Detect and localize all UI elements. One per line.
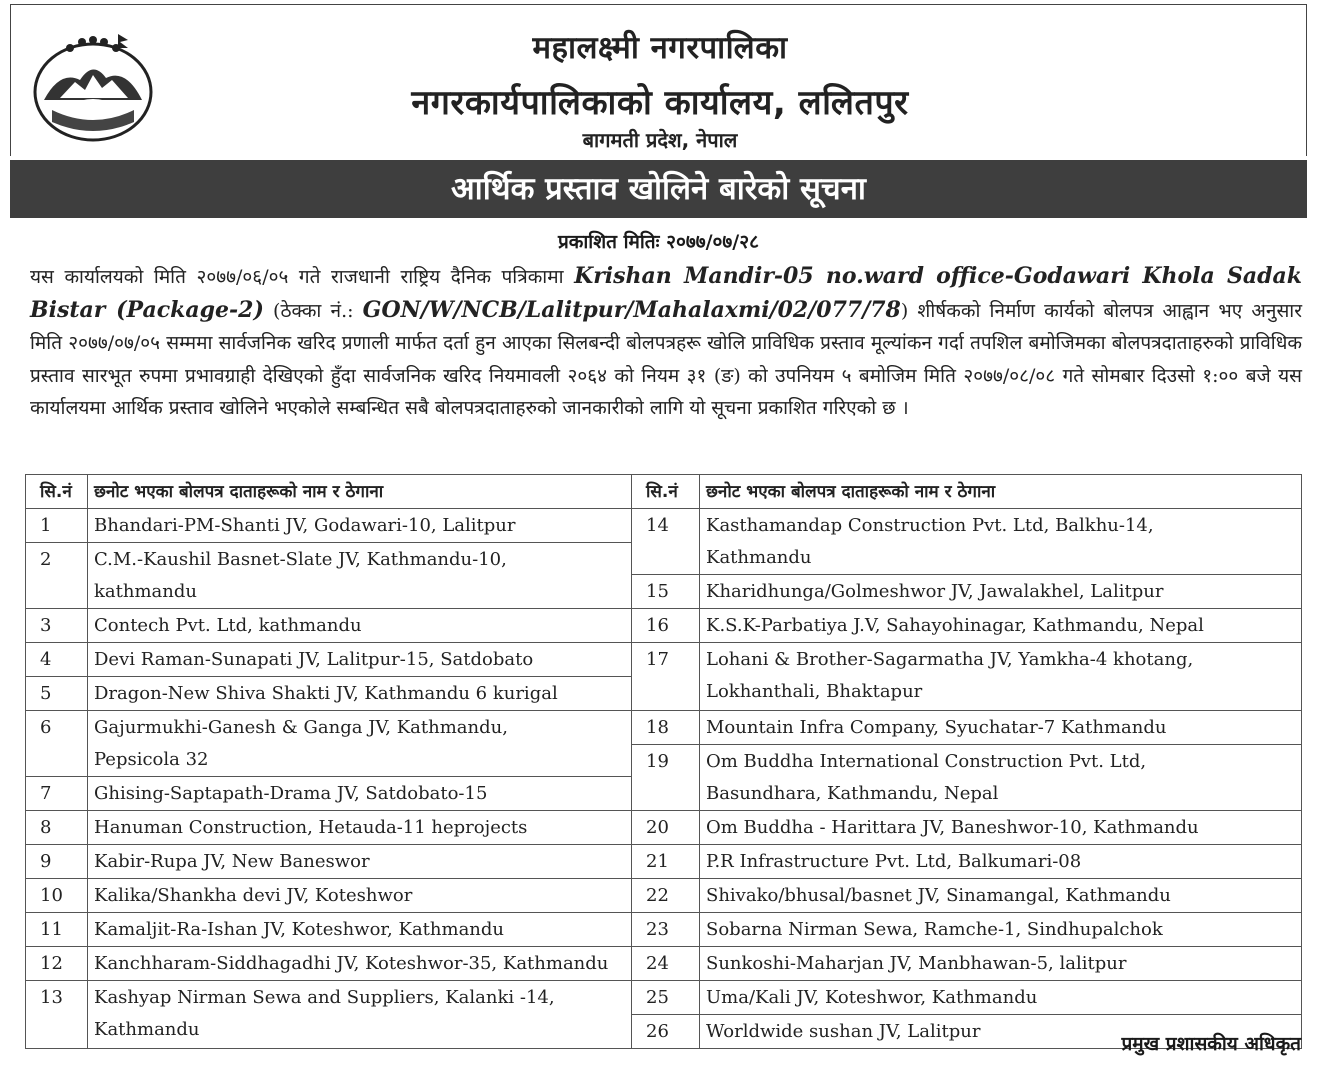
serial-number: 22 <box>632 879 700 913</box>
bidder-name-address <box>88 913 632 947</box>
notice-title: आर्थिक प्रस्ताव खोलिने बारेको सूचना <box>10 160 1307 218</box>
bidder-line: K.S.K-Parbatiya J.V, Sahayohinagar, Kathmandu, Nepal <box>706 615 1204 636</box>
bidder-name-address <box>700 609 1302 643</box>
bidder-name-address <box>700 509 1302 575</box>
serial-number: 10 <box>26 879 88 913</box>
serial-number: 16 <box>632 609 700 643</box>
bidder-line: Devi Raman-Sunapati JV, Lalitpur-15, Satdobato <box>94 649 534 670</box>
signatory-title: प्रमुख प्रशासकीय अधिकृत <box>1121 1033 1301 1055</box>
bidder-line: Kharidhunga/Golmeshwor JV, Jawalakhel, Lalitpur <box>706 581 1164 602</box>
bidder-table <box>25 474 1302 1049</box>
bidder-line: Shivako/bhusal/basnet JV, Sinamangal, Kathmandu <box>706 885 1171 906</box>
serial-number: 18 <box>632 711 700 745</box>
table-body <box>26 509 1302 1049</box>
table-row <box>26 981 1302 1015</box>
bidder-line: Sobarna Nirman Sewa, Ramche-1, Sindhupalchok <box>706 919 1163 940</box>
bidder-name-address <box>700 879 1302 913</box>
table-row <box>26 509 1302 543</box>
serial-number: 6 <box>26 711 88 777</box>
bidder-line: Mountain Infra Company, Syuchatar-7 Kathmandu <box>706 717 1167 738</box>
bidder-name-address <box>88 509 632 543</box>
serial-number: 19 <box>632 745 700 811</box>
bidder-line: Kathmandu <box>94 1019 200 1040</box>
table-row <box>26 913 1302 947</box>
header-sn: सि.नं <box>26 475 88 509</box>
bidder-name-address <box>700 575 1302 609</box>
bidder-name-address <box>88 777 632 811</box>
bidder-line: Kalika/Shankha devi JV, Koteshwor <box>94 885 413 906</box>
published-date: प्रकाशित मितिः २०७७/०७/२८ <box>557 231 760 253</box>
bidder-name-address <box>88 677 632 711</box>
serial-number: 25 <box>632 981 700 1015</box>
bidder-name-address <box>88 947 632 981</box>
bidder-line: Kamaljit-Ra-Ishan JV, Koteshwor, Kathmandu <box>94 919 505 940</box>
project-name: Krishan Mandir-05 no.ward office-Godawari Khola Sadak Bistar (Package-2) <box>30 263 1302 323</box>
bidder-line: Gajurmukhi-Ganesh & Ganga JV, Kathmandu, <box>94 717 508 738</box>
bidder-name-address <box>88 811 632 845</box>
bidder-name-address <box>88 879 632 913</box>
bidder-line: Basundhara, Kathmandu, Nepal <box>706 783 999 804</box>
serial-number: 7 <box>26 777 88 811</box>
bidder-line: Contech Pvt. Ltd, kathmandu <box>94 615 362 636</box>
table-row <box>26 609 1302 643</box>
table-row <box>26 811 1302 845</box>
serial-number: 15 <box>632 575 700 609</box>
serial-number: 9 <box>26 845 88 879</box>
nepal-emblem-icon <box>30 30 156 146</box>
bidder-line: Bhandari-PM-Shanti JV, Godawari-10, Lalitpur <box>94 515 516 536</box>
bidder-name-address <box>700 913 1302 947</box>
bidder-name-address <box>700 643 1302 711</box>
bidder-line: Lokhanthali, Bhaktapur <box>706 681 923 702</box>
bidder-line: C.M.-Kaushil Basnet-Slate JV, Kathmandu-10, <box>94 549 507 570</box>
serial-number: 21 <box>632 845 700 879</box>
bidder-line: Pepsicola 32 <box>94 749 209 770</box>
bidder-line: Kabir-Rupa JV, New Baneswor <box>94 851 370 872</box>
bidder-line: Lohani & Brother-Sagarmatha JV, Yamkha-4 khotang, <box>706 649 1194 670</box>
serial-number: 14 <box>632 509 700 575</box>
province-country: बागमती प्रदेश, नेपाल <box>582 128 738 152</box>
serial-number: 11 <box>26 913 88 947</box>
bidder-line: Kathmandu <box>706 547 812 568</box>
bidder-name-address <box>88 845 632 879</box>
serial-number: 1 <box>26 509 88 543</box>
bidder-line: Om Buddha - Harittara JV, Baneshwor-10, Kathmandu <box>706 817 1199 838</box>
table-row <box>26 947 1302 981</box>
bidder-line: Ghising-Saptapath-Drama JV, Satdobato-15 <box>94 783 488 804</box>
body-text-1: यस कार्यालयको मिति २०७७/०६/०५ गते राजधानी राष्ट्रिय दैनिक पत्रिकामा <box>30 266 575 288</box>
bidder-name-address <box>700 981 1302 1015</box>
serial-number: 24 <box>632 947 700 981</box>
serial-number: 3 <box>26 609 88 643</box>
serial-number: 17 <box>632 643 700 711</box>
bidder-name-address <box>88 643 632 677</box>
bidder-name-address <box>88 609 632 643</box>
header-sn: सि.नं <box>632 475 700 509</box>
serial-number: 5 <box>26 677 88 711</box>
bidder-line: Om Buddha International Construction Pvt. Ltd, <box>706 751 1147 772</box>
bidder-line: Kanchharam-Siddhagadhi JV, Koteshwor-35, Kathmandu <box>94 953 609 974</box>
serial-number: 8 <box>26 811 88 845</box>
serial-number: 13 <box>26 981 88 1049</box>
bidder-name-address <box>700 845 1302 879</box>
table-row <box>26 711 1302 745</box>
table-header-row <box>26 475 1302 509</box>
bidder-line: Uma/Kali JV, Koteshwor, Kathmandu <box>706 987 1038 1008</box>
serial-number: 4 <box>26 643 88 677</box>
bidder-line: Dragon-New Shiva Shakti JV, Kathmandu 6 kurigal <box>94 683 558 704</box>
bidder-line: kathmandu <box>94 581 197 602</box>
bidder-line: Hanuman Construction, Hetauda-11 heprojects <box>94 817 528 838</box>
bidder-line: Kasthamandap Construction Pvt. Ltd, Balkhu-14, <box>706 515 1154 536</box>
bidder-name-address <box>88 981 632 1049</box>
notice-body <box>30 260 1302 425</box>
serial-number: 23 <box>632 913 700 947</box>
office-name: नगरकार्यपालिकाको कार्यालय, ललितपुर <box>411 83 909 123</box>
bidder-name-address <box>88 543 632 609</box>
serial-number: 20 <box>632 811 700 845</box>
bidder-name-address <box>700 947 1302 981</box>
bidder-line: Sunkoshi-Maharjan JV, Manbhawan-5, lalitpur <box>706 953 1127 974</box>
bidder-name-address <box>700 811 1302 845</box>
bidder-name-address <box>88 711 632 777</box>
bidder-name-address <box>700 745 1302 811</box>
serial-number: 2 <box>26 543 88 609</box>
table-row <box>26 845 1302 879</box>
bidder-name-address <box>700 711 1302 745</box>
serial-number: 12 <box>26 947 88 981</box>
body-text-3: ) शीर्षकको निर्माण कार्यको बोलपत्र आह्वान भए अनुसार मिति २०७७/०७/०५ सम्ममा सार्वजनिक खरिद प्रणाली मार्फत दर्ता हुन आएका सिलबन्दी बोलपत्रहरू खोलि प्राविधिक प्रस्ताव मूल्यांकन गर्दा तपशिल बमोजिमका बोलपत्रदाताहरुको प्राविधिक प्रस्ताव सारभूत रुपमा प्रभावग्राही देखिएको हुँदा सार्वजनिक खरिद नियमावली २०६४ को नियम ३१ (ङ) को उपनियम ५ बमोजिम मिति २०७७/०८/०८ गते सोमबार दिउसो १:०० बजे यस कार्यालयमा आर्थिक प्रस्ताव खोलिने भएकोले सम्बन्धित सबै बोलपत्रदाताहरुको जानकारीको लागि यो सूचना प्रकाशित गरिएको छ । <box>30 299 1302 419</box>
header-name: छनोट भएका बोलपत्र दाताहरूको नाम र ठेगाना <box>88 475 632 509</box>
bidder-line: Kashyap Nirman Sewa and Suppliers, Kalanki -14, <box>94 987 555 1008</box>
contract-number: GON/W/NCB/Lalitpur/Mahalaxmi/02/077/78 <box>362 296 901 323</box>
table-row <box>26 643 1302 677</box>
bidder-line: Worldwide sushan JV, Lalitpur <box>706 1021 981 1042</box>
header-name: छनोट भएका बोलपत्र दाताहरूको नाम र ठेगाना <box>700 475 1302 509</box>
table-row <box>26 879 1302 913</box>
municipality-name: महालक्ष्मी नगरपालिका <box>532 30 788 66</box>
body-text-2: (ठेक्का नं.: <box>263 299 363 322</box>
bidder-line: P.R Infrastructure Pvt. Ltd, Balkumari-08 <box>706 851 1082 872</box>
serial-number: 26 <box>632 1015 700 1049</box>
